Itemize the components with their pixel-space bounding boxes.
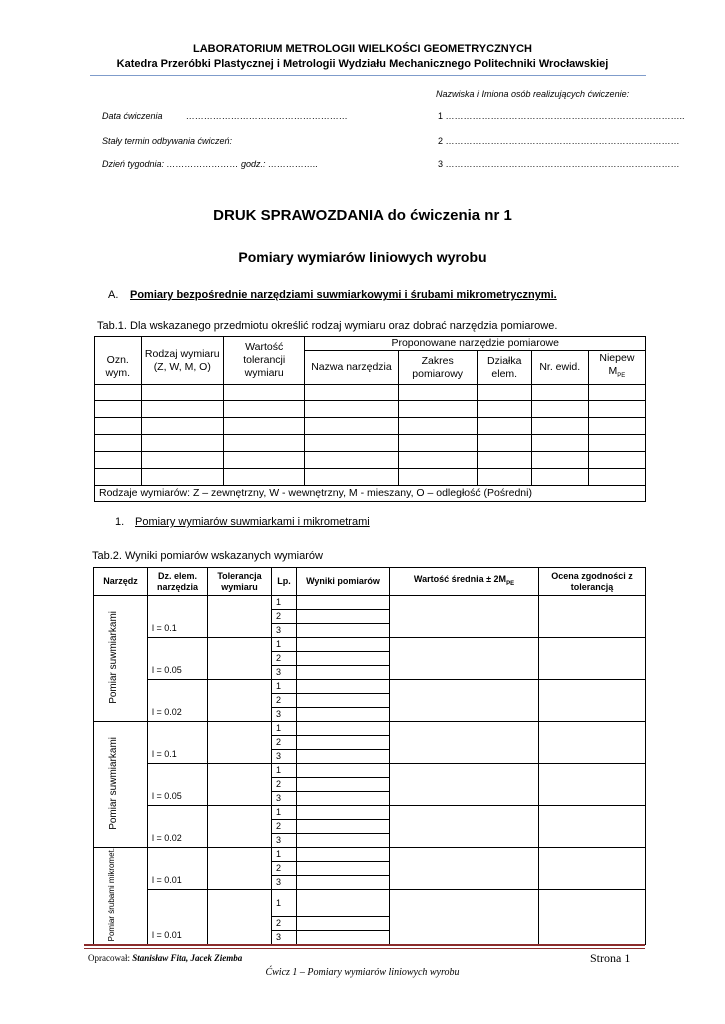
mean-cell[interactable] [390,764,539,806]
section-a-heading: Pomiary bezpośrednie narzędziami suwmiarkowymi i śrubami mikrometrycznymi. [130,289,557,301]
department-title: Katedra Przeróbki Plastycznej i Metrologii Wydziału Mechanicznego Politechniki Wrocławskiej [116,58,609,70]
tolerance-cell[interactable] [208,722,272,764]
result-cell[interactable] [297,624,390,638]
name-field-3[interactable]: 3 …………………………………………………………………… [438,159,680,169]
tolerance-cell[interactable] [208,890,272,945]
result-cell[interactable] [297,862,390,876]
result-cell[interactable] [297,890,390,917]
result-cell[interactable] [297,764,390,778]
lp-cell: 2 [272,694,297,708]
result-cell[interactable] [297,834,390,848]
tolerance-cell[interactable] [208,848,272,890]
footer-rule-thin [84,948,645,949]
tool-label: Pomiar suwmiarkami [107,736,119,830]
tab1-col-nr: Nr. ewid. [531,351,588,385]
tab2-table [93,567,646,945]
item1-heading: Pomiary wymiarów suwmiarkami i mikrometrami [135,516,370,528]
dz-cell: l = 0.01 [148,848,208,890]
tab1-col-ozn: Ozn. wym. [95,337,142,385]
tab2-col-lp: Lp. [272,568,297,596]
tab2-col-ocena: Ocena zgodności z tolerancją [539,568,646,596]
lp-cell: 2 [272,862,297,876]
tool-label: Pomiar śrubami mikromet. [106,848,116,942]
name-field-1[interactable]: 1 …………………………………………………………………….. [438,111,685,121]
term-label: Stały termin odbywania ćwiczeń: [102,136,233,146]
lp-cell: 1 [272,596,297,610]
mean-cell[interactable] [390,848,539,890]
footer-author: Opracował: Stanisław Fita, Jacek Ziemba [88,953,243,963]
lp-cell: 3 [272,624,297,638]
footer-course: Ćwicz 1 – Pomiary wymiarów liniowych wyrobu [265,967,460,978]
mean-cell[interactable] [390,890,539,945]
lp-cell: 2 [272,736,297,750]
dz-cell: l = 0.02 [148,806,208,848]
dz-cell: l = 0.05 [148,638,208,680]
lp-cell: 1 [272,806,297,820]
tab1-group-header: Proponowane narzędzie pomiarowe [305,337,646,351]
tab1-row [95,469,646,486]
compliance-cell[interactable] [539,680,646,722]
mean-cell[interactable] [390,806,539,848]
compliance-cell[interactable] [539,806,646,848]
tab1-table [94,336,646,502]
mean-cell[interactable] [390,680,539,722]
tab1-col-rodzaj: Rodzaj wymiaru (Z, W, M, O) [141,337,223,385]
result-cell[interactable] [297,596,390,610]
lp-cell: 3 [272,666,297,680]
dz-cell: l = 0.01 [148,890,208,945]
tab1-col-dzialka: Działka elem. [477,351,531,385]
tab1-col-nazwa: Nazwa narzędzia [305,351,398,385]
tab1-col-zakres: Zakres pomiarowy [398,351,477,385]
lp-cell: 1 [272,638,297,652]
lp-cell: 2 [272,610,297,624]
result-cell[interactable] [297,610,390,624]
header-rule [90,75,646,76]
result-cell[interactable] [297,666,390,680]
section-a-prefix: A. [108,289,119,301]
mean-cell[interactable] [390,596,539,638]
result-cell[interactable] [297,848,390,862]
tab2-col-narzedz: Narzędz [94,568,148,596]
mean-cell[interactable] [390,722,539,764]
result-cell[interactable] [297,638,390,652]
result-cell[interactable] [297,876,390,890]
tolerance-cell[interactable] [208,638,272,680]
tool-cell [94,596,148,722]
result-cell[interactable] [297,917,390,931]
tolerance-cell[interactable] [208,806,272,848]
result-cell[interactable] [297,722,390,736]
lab-title: LABORATORIUM METROLOGII WIELKOŚCI GEOMETRYCZNYCH [193,43,532,55]
lp-cell: 3 [272,750,297,764]
lp-cell: 2 [272,917,297,931]
result-cell[interactable] [297,708,390,722]
tab1-col-niepew: Niepew $M_{PE}$ [588,351,645,385]
compliance-cell[interactable] [539,596,646,638]
result-cell[interactable] [297,820,390,834]
dz-cell: l = 0.1 [148,596,208,638]
lp-cell: 2 [272,652,297,666]
tool-cell [94,848,148,945]
result-cell[interactable] [297,694,390,708]
date-field[interactable]: ……………………………………………… [186,111,348,121]
tab1-col-wartosc: Wartość tolerancji wymiaru [224,337,305,385]
lp-cell: 2 [272,820,297,834]
compliance-cell[interactable] [539,722,646,764]
result-cell[interactable] [297,652,390,666]
mean-cell[interactable] [390,638,539,680]
result-cell[interactable] [297,750,390,764]
tab2-caption: Tab.2. Wyniki pomiarów wskazanych wymiarów [92,550,323,562]
tab1-row [95,401,646,418]
tab1-row [95,385,646,401]
result-cell[interactable] [297,931,390,945]
lp-cell: 2 [272,778,297,792]
name-field-2[interactable]: 2 …………………………………………………………………… [438,136,680,146]
tab2-col-wyniki: Wyniki pomiarów [297,568,390,596]
dz-cell: l = 0.05 [148,764,208,806]
lp-cell: 3 [272,792,297,806]
tab1-row [95,418,646,435]
lp-cell: 1 [272,764,297,778]
tolerance-cell[interactable] [208,680,272,722]
result-cell[interactable] [297,778,390,792]
lp-cell: 3 [272,931,297,945]
result-cell[interactable] [297,680,390,694]
report-title: DRUK SPRAWOZDANIA do ćwiczenia nr 1 [213,207,512,224]
tab1-row [95,452,646,469]
result-cell[interactable] [297,806,390,820]
result-cell[interactable] [297,736,390,750]
report-subtitle: Pomiary wymiarów liniowych wyrobu [238,249,487,265]
tolerance-cell[interactable] [208,764,272,806]
names-label: Nazwiska i Imiona osób realizujących ćwiczenie: [436,89,630,99]
compliance-cell[interactable] [539,848,646,890]
tab1-row [95,435,646,452]
date-label: Data ćwiczenia [102,111,163,121]
lp-cell: 1 [272,848,297,862]
lp-cell: 1 [272,722,297,736]
lp-cell: 3 [272,834,297,848]
footer-rule-thick [84,944,645,946]
tab2-col-tolerancja: Tolerancja wymiaru [208,568,272,596]
compliance-cell[interactable] [539,890,646,945]
tab1-footer: Rodzaje wymiarów: Z – zewnętrzny, W - wewnętrzny, M - mieszany, O – odległość (Pośredni) [95,486,646,502]
lp-cell: 1 [272,890,297,917]
tab1-caption: Tab.1. Dla wskazanego przedmiotu określić rodzaj wymiaru oraz dobrać narzędzia pomiarowe. [97,320,558,332]
compliance-cell[interactable] [539,764,646,806]
item1-num: 1. [115,516,125,528]
dz-cell: l = 0.02 [148,680,208,722]
lp-cell: 3 [272,708,297,722]
result-cell[interactable] [297,792,390,806]
compliance-cell[interactable] [539,638,646,680]
day-label: Dzień tygodnia: …………………… godz.: …………….. [102,159,319,169]
tool-label: Pomiar suwmiarkami [107,610,119,704]
lp-cell: 3 [272,876,297,890]
tab2-col-dz-elem: Dz. elem. narzędzia [148,568,208,596]
dz-cell: l = 0.1 [148,722,208,764]
tab2-col-srednia: Wartość średnia ± $2M_{PE}$ [390,568,539,596]
lp-cell: 1 [272,680,297,694]
tolerance-cell[interactable] [208,596,272,638]
page-number: Strona 1 [590,951,631,965]
tool-cell [94,722,148,848]
